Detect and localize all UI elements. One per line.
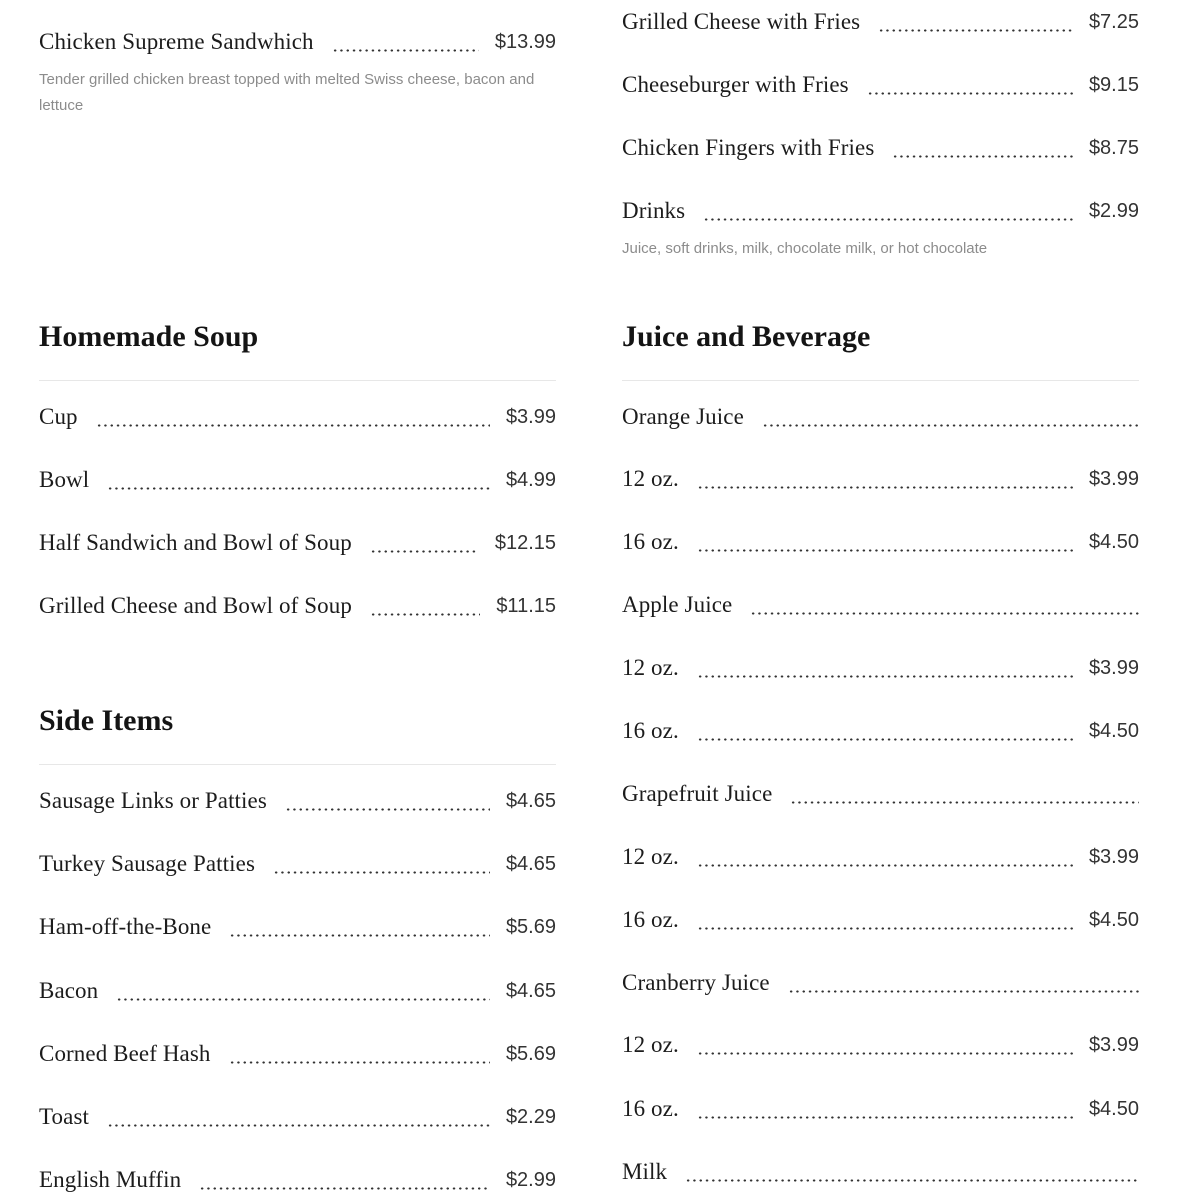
menu-item-description: Tender grilled chicken breast topped with melted Swiss cheese, bacon and lettuce: [39, 71, 535, 114]
dot-leader: [703, 218, 1073, 221]
menu-item-name: English Muffin: [39, 1167, 182, 1192]
dot-leader: [273, 871, 490, 874]
menu-item-name: Turkey Sausage Patties: [39, 851, 256, 876]
menu-item: [622, 1152, 1139, 1192]
menu-item: [622, 128, 1139, 168]
menu-item-name: Cranberry Juice: [622, 970, 770, 995]
dot-leader: [285, 808, 490, 811]
dot-leader: [697, 738, 1073, 741]
menu-item-price: $3.99: [1088, 845, 1139, 868]
menu-item-name: Milk: [622, 1159, 668, 1184]
menu-item-price: $2.99: [1088, 199, 1139, 222]
dot-leader: [790, 801, 1139, 804]
menu-item-price: $3.99: [1088, 467, 1139, 490]
menu-item: [39, 1097, 556, 1137]
section-heading-homemade-soup: Homemade Soup: [39, 320, 259, 353]
section-divider: [39, 764, 556, 765]
menu-item-name: Orange Juice: [622, 404, 744, 429]
menu-item: [622, 191, 1139, 257]
menu-item-name: Drinks: [622, 198, 686, 223]
menu-item: [39, 844, 556, 884]
menu-item-price: $3.99: [1088, 656, 1139, 679]
menu-item-price: $12.15: [494, 531, 556, 554]
menu-item-name: Bacon: [39, 978, 99, 1003]
dot-leader: [332, 49, 479, 52]
menu-item-description: Juice, soft drinks, milk, chocolate milk, or hot chocolate: [622, 240, 988, 257]
dot-leader: [697, 1116, 1073, 1119]
dot-leader: [697, 864, 1073, 867]
menu-item: [39, 781, 556, 821]
menu-item-price: $3.99: [1088, 1033, 1139, 1056]
menu-item: [39, 523, 556, 563]
menu-item: [622, 459, 1139, 499]
menu-item-price: $4.50: [1088, 530, 1139, 553]
menu-item: [622, 1025, 1139, 1065]
menu-item: [622, 774, 1139, 814]
menu-item: [622, 900, 1139, 940]
dot-leader: [697, 675, 1073, 678]
menu-item: [39, 1034, 556, 1074]
menu-item: [39, 586, 556, 626]
menu-item: [622, 1089, 1139, 1129]
dot-leader: [750, 612, 1139, 615]
menu-item-name: Chicken Supreme Sandwhich: [39, 29, 314, 54]
menu-item-name: Half Sandwich and Bowl of Soup: [39, 530, 352, 555]
section-heading-side-items: Side Items: [39, 704, 174, 737]
dot-leader: [697, 486, 1073, 489]
menu-item-price: $4.65: [505, 789, 556, 812]
menu-item-name: 12 oz.: [622, 655, 679, 680]
menu-item-price: $13.99: [494, 30, 556, 53]
dot-leader: [788, 990, 1139, 993]
dot-leader: [199, 1187, 490, 1190]
menu-item-name: Sausage Links or Patties: [39, 788, 267, 813]
dot-leader: [697, 927, 1073, 930]
menu-item: [622, 522, 1139, 562]
menu-item: [622, 963, 1139, 1003]
menu-item: [622, 2, 1139, 42]
menu-item: [39, 907, 556, 947]
menu-item-price: $5.69: [505, 915, 556, 938]
menu-item-name: 12 oz.: [622, 466, 679, 491]
menu-item-name: 12 oz.: [622, 1032, 679, 1057]
dot-leader: [685, 1179, 1139, 1182]
section-divider: [622, 380, 1139, 381]
menu-item-name: Toast: [39, 1104, 89, 1129]
menu-item-price: $9.15: [1088, 73, 1139, 96]
menu-item-price: $11.15: [496, 594, 556, 617]
dot-leader: [878, 29, 1073, 32]
menu-item: [39, 460, 556, 500]
menu-item-name: 16 oz.: [622, 907, 679, 932]
menu-item-name: Corned Beef Hash: [39, 1041, 211, 1066]
menu-item-name: Ham-off-the-Bone: [39, 914, 212, 939]
menu-item-name: Apple Juice: [622, 592, 733, 617]
menu-item-price: $2.99: [505, 1168, 556, 1191]
menu-item: [39, 1160, 556, 1200]
dot-leader: [370, 613, 480, 616]
dot-leader: [229, 934, 490, 937]
menu-item: [622, 65, 1139, 105]
menu-item: [622, 711, 1139, 751]
dot-leader: [697, 549, 1073, 552]
left-menu-column: [39, 0, 556, 1197]
menu-item-name: Grilled Cheese with Fries: [622, 9, 861, 34]
menu-item-price: $4.50: [1088, 719, 1139, 742]
menu-item-name: 16 oz.: [622, 1096, 679, 1121]
menu-item: [622, 585, 1139, 625]
section-divider: [39, 380, 556, 381]
menu-item-name: 16 oz.: [622, 529, 679, 554]
menu-item-price: $4.99: [505, 468, 556, 491]
menu-item-price: $2.29: [505, 1105, 556, 1128]
menu-item-price: $3.99: [505, 405, 556, 428]
dot-leader: [107, 1124, 490, 1127]
menu-item-price: $4.65: [505, 852, 556, 875]
dot-leader: [762, 424, 1139, 427]
menu-item-name: Cheeseburger with Fries: [622, 72, 849, 97]
menu-item-price: $4.50: [1088, 1097, 1139, 1120]
dot-leader: [867, 92, 1073, 95]
menu-item-name: Cup: [39, 404, 78, 429]
menu-item-name: 12 oz.: [622, 844, 679, 869]
menu-item-price: $8.75: [1088, 136, 1139, 159]
menu-item: [622, 648, 1139, 688]
menu-item-name: Grilled Cheese and Bowl of Soup: [39, 593, 352, 618]
menu-item: [39, 971, 556, 1011]
menu-item-price: $7.25: [1088, 10, 1139, 33]
menu-item: [622, 397, 1139, 437]
dot-leader: [229, 1061, 490, 1064]
dot-leader: [107, 487, 490, 490]
dot-leader: [96, 424, 490, 427]
right-menu-column: [622, 0, 1139, 1197]
dot-leader: [697, 1052, 1073, 1055]
menu-item-price: $4.50: [1088, 908, 1139, 931]
menu-item: [39, 397, 556, 437]
dot-leader: [116, 998, 490, 1001]
menu-item-name: Grapefruit Juice: [622, 781, 773, 806]
menu-item: [622, 837, 1139, 877]
dot-leader: [370, 550, 479, 553]
menu-item-name: Chicken Fingers with Fries: [622, 135, 875, 160]
dot-leader: [892, 155, 1073, 158]
menu-item-name: 16 oz.: [622, 718, 679, 743]
section-heading-juice-and-beverage: Juice and Beverage: [622, 320, 871, 353]
menu-item-price: $4.65: [505, 979, 556, 1002]
menu-item-name: Bowl: [39, 467, 90, 492]
menu-item-price: $5.69: [505, 1042, 556, 1065]
menu-item: [39, 22, 556, 114]
